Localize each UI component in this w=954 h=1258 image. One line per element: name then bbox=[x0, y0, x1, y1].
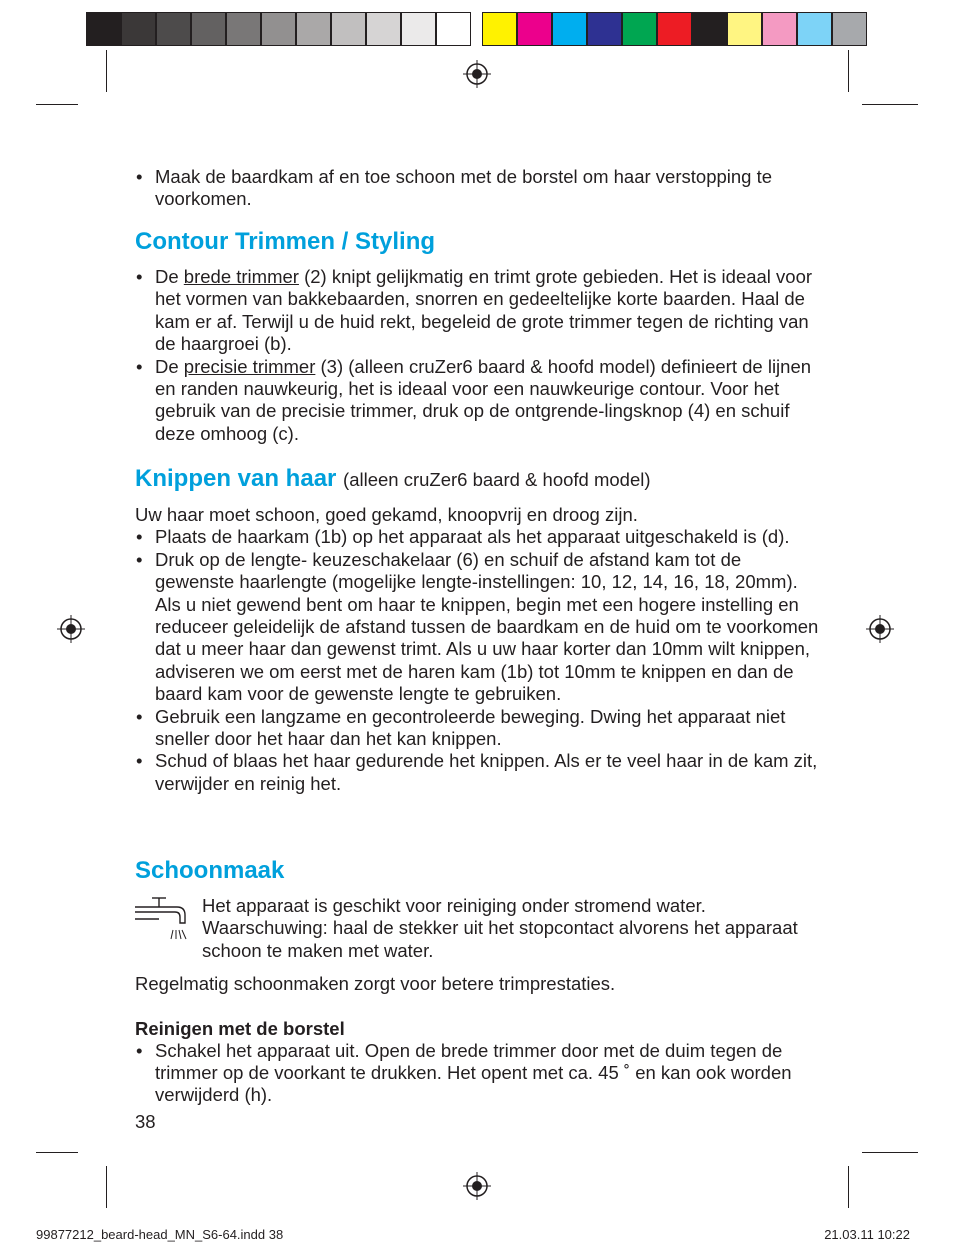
list-item: • Schakel het apparaat uit. Open de brede trimmer door met de duim tegen de trimmer op de voorkant te drukken. Het opent met ca. 45 ˚ en kan ook worden verwijderd (h). bbox=[135, 1040, 825, 1107]
section-heading: Contour Trimmen / Styling bbox=[135, 228, 436, 255]
color-swatch bbox=[436, 12, 471, 46]
list-item: • Maak de baardkam af en toe schoon met de borstel om haar verstopping te voorkomen. bbox=[135, 166, 825, 211]
color-swatch bbox=[226, 12, 261, 46]
heading-subtext: (alleen cruZer6 baard & hoofd model) bbox=[343, 469, 651, 490]
color-swatch bbox=[121, 12, 156, 46]
list-item: • Schud of blaas het haar gedurende het knippen. Als er te veel haar in de kam zit, verwijder en reinig het. bbox=[135, 750, 825, 795]
color-swatch bbox=[331, 12, 366, 46]
crop-mark bbox=[36, 104, 78, 105]
section-heading: Schoonmaak bbox=[135, 857, 285, 884]
crop-mark bbox=[848, 50, 849, 92]
haircut-section bbox=[135, 465, 825, 795]
water-text: Het apparaat is geschikt voor reiniging onder stromend water. Waarschuwing: haal de stekker uit het stopcontact alvorens het apparaat schoon te maken met water. bbox=[202, 895, 798, 961]
crop-mark bbox=[36, 1152, 78, 1153]
color-swatch bbox=[482, 12, 517, 46]
process-color-bar bbox=[482, 12, 867, 46]
list-item bbox=[135, 266, 825, 356]
text-span: (2) knipt gelijkmatig en trimt grote gebieden. Het is ideaal voor het vormen van bakkebaarden, snorren en gedeeltelijke korte baarden. Haal de kam er af. Terwijl u de huid rekt, begeleid de grote trimmer tegen de richting van de haargroei (b). bbox=[155, 266, 813, 355]
text-span: De bbox=[155, 355, 184, 377]
intro-section bbox=[135, 166, 825, 211]
crop-mark bbox=[106, 50, 107, 92]
regular-cleaning-text: Regelmatig schoonmaken zorgt voor betere trimprestaties. bbox=[135, 973, 616, 995]
color-swatch bbox=[622, 12, 657, 46]
faucet-icon bbox=[135, 895, 191, 947]
color-swatch bbox=[86, 12, 121, 46]
registration-mark-icon bbox=[57, 615, 85, 643]
color-swatch bbox=[191, 12, 226, 46]
list-item bbox=[135, 356, 825, 446]
text-span: De bbox=[155, 266, 184, 287]
color-swatch bbox=[797, 12, 832, 46]
registration-mark-icon bbox=[463, 1172, 491, 1200]
footer-file-info: 99877212_beard-head_MN_S6-64.indd 38 bbox=[36, 1227, 284, 1242]
contour-section bbox=[135, 228, 825, 445]
color-swatch bbox=[657, 12, 692, 46]
text-span: (3) (alleen cruZer6 baard & hoofd model) definieert de lijnen en randen nauwkeurig, het is ideaal voor een nauwkeurige contour. Voor het gebruik van de precisie trimmer, druk op de ontgrende-lingsknop (4) en schuif deze omhoog (c). bbox=[155, 355, 812, 444]
color-swatch bbox=[156, 12, 191, 46]
color-swatch bbox=[692, 12, 727, 46]
registration-mark-icon bbox=[866, 615, 894, 643]
color-swatch bbox=[366, 12, 401, 46]
list-item: • Plaats de haarkam (1b) op het apparaat als het apparaat uitgeschakeld is (d). bbox=[135, 526, 825, 548]
grayscale-color-bar bbox=[86, 12, 471, 46]
subsection-heading: Reinigen met de borstel bbox=[135, 1017, 345, 1039]
section-heading bbox=[135, 465, 825, 494]
intro-text: Uw haar moet schoon, goed gekamd, knoopvrij en droog zijn. bbox=[135, 504, 638, 525]
color-swatch bbox=[832, 12, 867, 46]
water-note bbox=[135, 895, 825, 962]
crop-mark bbox=[862, 104, 918, 105]
color-swatch bbox=[517, 12, 552, 46]
crop-mark bbox=[862, 1152, 918, 1153]
list-item: • Druk op de lengte- keuzeschakelaar (6) en schuif de afstand kam tot de gewenste haarlengte (mogelijke lengte-instellingen: 10, 12, 14, 16, 18, 20mm). Als u niet gewend bent om haar te knippen, begin met een hogere instelling en reduceer geleidelijk de afstand tussen de baardkam en de huid om te voorkomen dat u meer haar dan gewenst trimt. Als u uw haar korter dan 10mm wilt knippen, adviseren we om eerst met de haren kam (1b) tot 10mm te knippen en dan de baard kam voor de gewenste lengte te gebruiken. bbox=[135, 549, 825, 706]
underlined-term: brede trimmer bbox=[183, 266, 299, 287]
cleaning-section bbox=[135, 857, 825, 1107]
heading-text: Knippen van haar bbox=[135, 465, 337, 492]
crop-mark bbox=[848, 1166, 849, 1208]
color-swatch bbox=[296, 12, 331, 46]
list-item: • Gebruik een langzame en gecontroleerde beweging. Dwing het apparaat niet sneller door het haar dan het kan knippen. bbox=[135, 706, 825, 751]
color-swatch bbox=[261, 12, 296, 46]
registration-mark-icon bbox=[463, 60, 491, 88]
page-number: 38 bbox=[135, 1111, 156, 1132]
color-swatch bbox=[727, 12, 762, 46]
color-swatch bbox=[587, 12, 622, 46]
color-swatch bbox=[401, 12, 436, 46]
crop-mark bbox=[106, 1166, 107, 1208]
color-swatch bbox=[552, 12, 587, 46]
footer-date: 21.03.11 10:22 bbox=[824, 1227, 910, 1242]
underlined-term: precisie trimmer bbox=[183, 355, 316, 377]
color-swatch bbox=[762, 12, 797, 46]
